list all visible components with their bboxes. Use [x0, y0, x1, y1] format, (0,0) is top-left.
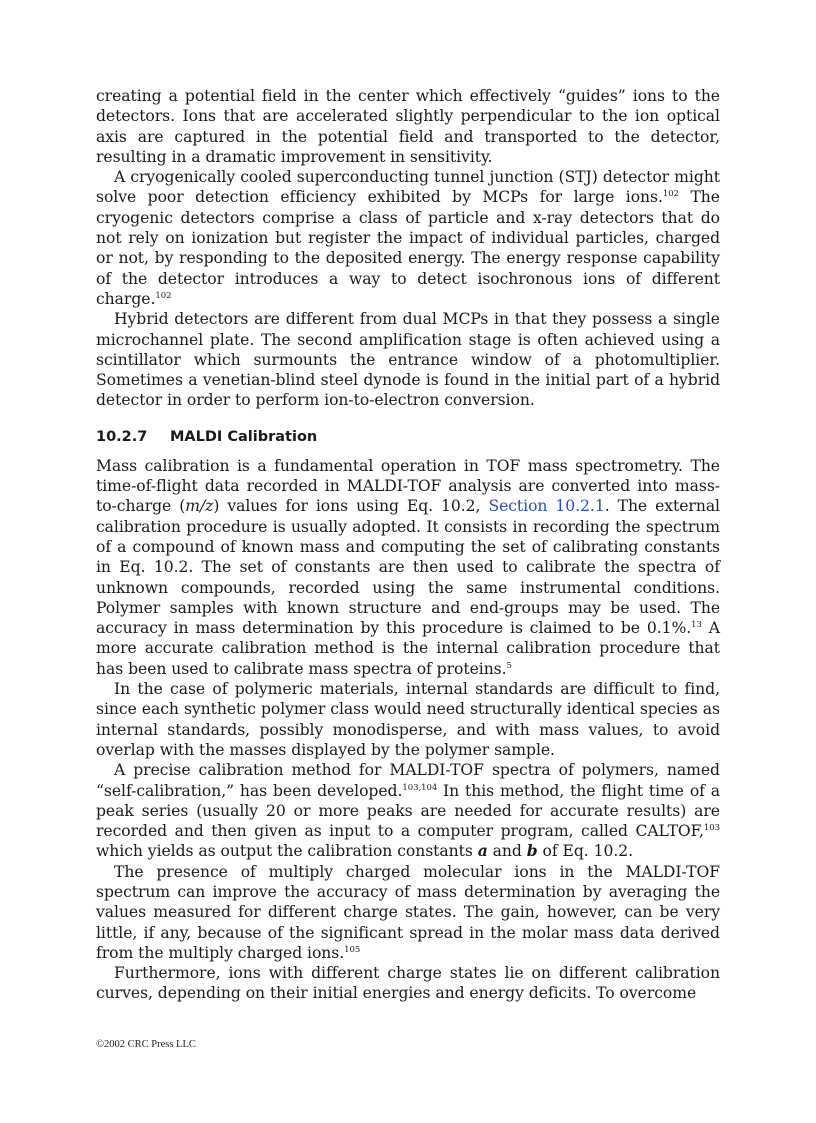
citation-superscript: 105: [344, 944, 361, 955]
citation-superscript: 103: [703, 822, 720, 833]
citation-superscript: 5: [506, 660, 512, 671]
text-run: A cryogenically cooled superconducting tunnel junction (STJ) detector might solve poor detection efficiency exhibited by MCPs for large ions.: [96, 168, 720, 207]
text-run: In the case of polymeric materials, internal standards are difficult to find, since each synthetic polymer class would need structurally identical species as internal standards, possibly monodisperse, and with mass values, to avoid overlap with the masses displayed by the polymer sample.: [96, 680, 720, 759]
paragraph: [96, 309, 720, 410]
text-run: Furthermore, ions with different charge states lie on different calibration curves, depending on their initial energies and energy deficits. To overcome: [96, 964, 720, 1003]
paragraph: [96, 679, 720, 760]
section-link[interactable]: Section 10.2.1: [488, 497, 605, 516]
text-run: Mass calibration is a fundamental operation in TOF mass spectrometry. The time-of-flight data recorded in MALDI-TOF analysis are converted into mass-to-charge (: [96, 456, 720, 516]
paragraph: [96, 862, 720, 963]
text-run: A more accurate calibration method is the internal calibration procedure that has been used to calibrate mass spectra of proteins.: [96, 619, 720, 678]
text-run: creating a potential field in the center which effectively “guides” ions to the detectors. Ions that are accelerated slightly perpendicular to the ion optical axis are captured in the potential field and transported to the detector, resulting in a dramatic improvement in sensitivity.: [96, 87, 720, 166]
paragraph: [96, 963, 720, 1004]
citation-superscript: 13: [691, 619, 702, 630]
citation-superscript: 103,104: [402, 782, 438, 793]
text-run: and: [487, 842, 527, 861]
constant-variable: a: [477, 841, 488, 861]
body-text-bottom: [96, 456, 720, 1004]
text-run: . The external calibration procedure is usually adopted. It consists in recording the spectrum of a compound of known mass and computing the set of calibrating constants in Eq. 10.2. The set of constants are then used to calibrate the spectra of unknown compounds, recorded using the same instrumental conditions. Polymer samples with known structure and end-groups may be used. The accuracy in mass determination by this procedure is claimed to be 0.1%.: [96, 497, 720, 638]
text-run: Hybrid detectors are different from dual MCPs in that they possess a single microchannel plate. The second amplification stage is often achieved using a scintillator which surmounts the entrance window of a photomultiplier. Sometimes a venetian-blind steel dynode is found in the initial part of a hybrid detector in order to perform ion-to-electron conversion.: [96, 310, 720, 410]
paragraph: [96, 760, 720, 861]
text-run: The cryogenic detectors comprise a class of particle and x-ray detectors that do not rely on ionization but register the impact of individual particles, charged or not, by responding to the deposited energy. The energy response capability of the detector introduces a way to detect isochronous ions of different charge.: [96, 188, 720, 308]
constant-variable: b: [526, 841, 538, 861]
text-run: ) values for ions using Eq. 10.2,: [213, 497, 489, 516]
citation-superscript: 102: [155, 290, 172, 301]
section-title: MALDI Calibration: [170, 428, 318, 445]
italic-term: m/z: [185, 497, 214, 516]
text-run: The presence of multiply charged molecular ions in the MALDI-TOF spectrum can improve the accuracy of mass determination by averaging the values measured for different charge states. The gain, however, can be very little, if any, because of the significant spread in the molar mass data derived from the multiply charged ions.: [96, 862, 720, 962]
section-heading: [96, 427, 720, 447]
paragraph: [96, 86, 720, 167]
text-run: A precise calibration method for MALDI-TOF spectra of polymers, named “self-calibration,” has been developed.: [96, 761, 720, 800]
body-text-top: [96, 86, 720, 411]
text-run: of Eq. 10.2.: [537, 842, 634, 861]
page-body: [96, 86, 720, 1004]
copyright-footer: ©2002 CRC Press LLC: [96, 1039, 196, 1050]
section-number: 10.2.7: [96, 428, 148, 445]
citation-superscript: 102: [662, 189, 679, 200]
text-run: which yields as output the calibration constants: [96, 842, 478, 861]
paragraph: [96, 167, 720, 309]
text-run: In this method, the flight time of a peak series (usually 20 or more peaks are needed for accurate results) are recorded and then given as input to a computer program, called CALTOF,: [96, 781, 720, 841]
paragraph: [96, 456, 720, 679]
